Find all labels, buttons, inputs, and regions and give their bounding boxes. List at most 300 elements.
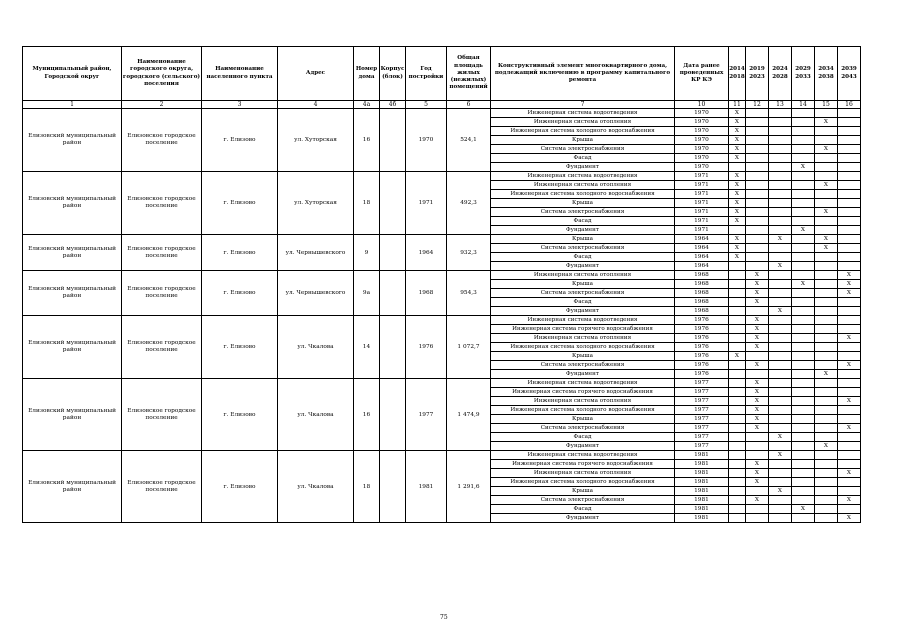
period-mark-cell: X — [769, 487, 792, 496]
element-name-cell: Крыша — [491, 415, 675, 424]
period-mark-cell: X — [815, 244, 838, 253]
period-mark-cell — [815, 514, 838, 523]
period-mark-cell — [815, 226, 838, 235]
period-mark-cell — [792, 262, 815, 271]
period-mark-cell — [769, 316, 792, 325]
period-mark-cell — [792, 316, 815, 325]
address-cell: ул. Чкалова — [278, 316, 354, 379]
previous-repair-date-cell: 1976 — [675, 343, 729, 352]
period-mark-cell — [815, 199, 838, 208]
column-number: 1 — [23, 101, 122, 109]
element-name-cell: Инженерная система горячего водоснабжения — [491, 460, 675, 469]
period-mark-cell — [838, 406, 861, 415]
column-header: Дата ранее проведенных КР КЭ — [675, 47, 729, 101]
period-mark-cell — [838, 352, 861, 361]
period-mark-cell — [792, 190, 815, 199]
period-mark-cell — [815, 460, 838, 469]
period-mark-cell — [769, 496, 792, 505]
period-mark-cell — [838, 163, 861, 172]
element-name-cell: Система электроснабжения — [491, 289, 675, 298]
element-name-cell: Инженерная система отопления — [491, 334, 675, 343]
element-name-cell: Инженерная система горячего водоснабжения — [491, 325, 675, 334]
period-mark-cell — [746, 442, 769, 451]
table-row — [23, 316, 861, 325]
column-number: 11 — [729, 101, 746, 109]
previous-repair-date-cell: 1977 — [675, 388, 729, 397]
element-name-cell: Фундамент — [491, 370, 675, 379]
period-mark-cell — [769, 361, 792, 370]
locality-cell: г. Елизово — [202, 316, 278, 379]
column-header: Год постройки — [406, 47, 447, 101]
previous-repair-date-cell: 1970 — [675, 163, 729, 172]
period-mark-cell — [769, 190, 792, 199]
period-mark-cell — [815, 451, 838, 460]
previous-repair-date-cell: 1976 — [675, 370, 729, 379]
period-mark-cell — [838, 388, 861, 397]
period-mark-cell — [815, 325, 838, 334]
period-mark-cell: X — [729, 181, 746, 190]
address-cell: ул. Чкалова — [278, 379, 354, 451]
element-name-cell: Крыша — [491, 136, 675, 145]
period-mark-cell — [729, 514, 746, 523]
period-mark-cell — [769, 469, 792, 478]
period-mark-cell — [815, 307, 838, 316]
previous-repair-date-cell: 1970 — [675, 118, 729, 127]
period-mark-cell — [838, 244, 861, 253]
previous-repair-date-cell: 1971 — [675, 190, 729, 199]
period-mark-cell — [729, 343, 746, 352]
period-mark-cell — [838, 316, 861, 325]
period-mark-cell — [769, 343, 792, 352]
house-number-cell: 9 — [354, 235, 380, 271]
period-mark-cell — [815, 379, 838, 388]
period-mark-cell: X — [746, 289, 769, 298]
table-row — [23, 271, 861, 280]
area-cell: 954,3 — [447, 271, 491, 316]
element-name-cell: Фасад — [491, 253, 675, 262]
period-mark-cell — [746, 181, 769, 190]
period-mark-cell — [838, 307, 861, 316]
period-mark-cell — [838, 370, 861, 379]
period-mark-cell — [746, 109, 769, 118]
previous-repair-date-cell: 1981 — [675, 460, 729, 469]
period-mark-cell — [746, 172, 769, 181]
period-mark-cell: X — [769, 451, 792, 460]
column-header: Наименование городского округа, городского (сельского) поселения — [122, 47, 202, 101]
period-mark-cell: X — [815, 442, 838, 451]
period-mark-cell — [746, 433, 769, 442]
period-mark-cell — [729, 406, 746, 415]
period-mark-cell — [838, 217, 861, 226]
previous-repair-date-cell: 1970 — [675, 145, 729, 154]
period-mark-cell — [729, 505, 746, 514]
period-mark-cell — [729, 361, 746, 370]
period-mark-cell — [815, 190, 838, 199]
period-mark-cell — [729, 334, 746, 343]
element-name-cell: Фундамент — [491, 226, 675, 235]
previous-repair-date-cell: 1970 — [675, 127, 729, 136]
block-cell — [380, 451, 406, 523]
build-year-cell: 1968 — [406, 271, 447, 316]
element-name-cell: Инженерная система отопления — [491, 397, 675, 406]
period-mark-cell: X — [746, 424, 769, 433]
period-mark-cell — [815, 217, 838, 226]
period-mark-cell — [792, 271, 815, 280]
district-cell: Елизовский муниципальный район — [23, 271, 122, 316]
period-mark-cell — [838, 451, 861, 460]
build-year-cell: 1970 — [406, 109, 447, 172]
column-number: 4 — [278, 101, 354, 109]
period-mark-cell — [769, 505, 792, 514]
period-mark-cell — [792, 109, 815, 118]
period-mark-cell — [838, 433, 861, 442]
period-mark-cell — [815, 505, 838, 514]
period-mark-cell — [815, 406, 838, 415]
period-mark-cell — [769, 334, 792, 343]
period-mark-cell — [746, 370, 769, 379]
column-number: 5 — [406, 101, 447, 109]
period-mark-cell — [729, 433, 746, 442]
period-mark-cell — [769, 109, 792, 118]
period-mark-cell: X — [746, 379, 769, 388]
period-mark-cell: X — [815, 145, 838, 154]
element-name-cell: Инженерная система отопления — [491, 271, 675, 280]
element-name-cell: Фундамент — [491, 514, 675, 523]
period-mark-cell — [729, 226, 746, 235]
period-mark-cell — [769, 370, 792, 379]
period-mark-cell — [838, 199, 861, 208]
element-name-cell: Фасад — [491, 298, 675, 307]
period-mark-cell — [746, 244, 769, 253]
period-mark-cell — [746, 262, 769, 271]
previous-repair-date-cell: 1981 — [675, 514, 729, 523]
period-mark-cell — [746, 208, 769, 217]
element-name-cell: Система электроснабжения — [491, 244, 675, 253]
period-mark-cell — [746, 190, 769, 199]
area-cell: 1 474,9 — [447, 379, 491, 451]
period-mark-cell — [792, 379, 815, 388]
column-number: 4а — [354, 101, 380, 109]
column-header: Адрес — [278, 47, 354, 101]
period-mark-cell — [792, 352, 815, 361]
period-mark-cell — [746, 118, 769, 127]
house-number-cell: 16 — [354, 109, 380, 172]
block-cell — [380, 109, 406, 172]
area-cell: 1 072,7 — [447, 316, 491, 379]
district-cell: Елизовский муниципальный район — [23, 109, 122, 172]
period-mark-cell — [815, 289, 838, 298]
block-cell — [380, 172, 406, 235]
settlement-cell: Елизовское городское поселение — [122, 109, 202, 172]
period-mark-cell: X — [838, 361, 861, 370]
period-mark-cell — [838, 343, 861, 352]
build-year-cell: 1976 — [406, 316, 447, 379]
build-year-cell: 1971 — [406, 172, 447, 235]
column-number: 4б — [380, 101, 406, 109]
element-name-cell: Инженерная система отопления — [491, 118, 675, 127]
period-mark-cell: X — [729, 154, 746, 163]
element-name-cell: Фундамент — [491, 307, 675, 316]
column-header: 2034 2038 — [815, 47, 838, 101]
period-mark-cell — [815, 262, 838, 271]
element-name-cell: Крыша — [491, 199, 675, 208]
period-mark-cell — [815, 253, 838, 262]
period-mark-cell — [792, 172, 815, 181]
table-row — [23, 109, 861, 118]
locality-cell: г. Елизово — [202, 451, 278, 523]
previous-repair-date-cell: 1964 — [675, 235, 729, 244]
period-mark-cell — [815, 496, 838, 505]
period-mark-cell — [815, 487, 838, 496]
previous-repair-date-cell: 1971 — [675, 226, 729, 235]
period-mark-cell — [729, 325, 746, 334]
period-mark-cell — [769, 289, 792, 298]
previous-repair-date-cell: 1981 — [675, 469, 729, 478]
period-mark-cell — [792, 388, 815, 397]
period-mark-cell: X — [746, 325, 769, 334]
period-mark-cell: X — [746, 496, 769, 505]
period-mark-cell: X — [769, 307, 792, 316]
period-mark-cell — [769, 325, 792, 334]
settlement-cell: Елизовское городское поселение — [122, 379, 202, 451]
period-mark-cell: X — [792, 280, 815, 289]
previous-repair-date-cell: 1971 — [675, 172, 729, 181]
period-mark-cell — [746, 307, 769, 316]
period-mark-cell — [746, 145, 769, 154]
period-mark-cell — [838, 262, 861, 271]
period-mark-cell — [729, 379, 746, 388]
period-mark-cell: X — [746, 460, 769, 469]
element-name-cell: Инженерная система холодного водоснабжения — [491, 343, 675, 352]
period-mark-cell: X — [815, 208, 838, 217]
previous-repair-date-cell: 1971 — [675, 208, 729, 217]
period-mark-cell: X — [746, 388, 769, 397]
previous-repair-date-cell: 1977 — [675, 379, 729, 388]
period-mark-cell — [792, 478, 815, 487]
period-mark-cell: X — [838, 289, 861, 298]
period-mark-cell — [769, 118, 792, 127]
period-mark-cell: X — [838, 334, 861, 343]
block-cell — [380, 379, 406, 451]
period-mark-cell — [729, 451, 746, 460]
previous-repair-date-cell: 1968 — [675, 289, 729, 298]
element-name-cell: Система электроснабжения — [491, 208, 675, 217]
period-mark-cell: X — [729, 217, 746, 226]
period-mark-cell: X — [746, 406, 769, 415]
period-mark-cell: X — [729, 190, 746, 199]
previous-repair-date-cell: 1977 — [675, 415, 729, 424]
column-header: Корпус (блок) — [380, 47, 406, 101]
settlement-cell: Елизовское городское поселение — [122, 271, 202, 316]
period-mark-cell — [838, 172, 861, 181]
period-mark-cell — [815, 361, 838, 370]
period-mark-cell — [769, 442, 792, 451]
element-name-cell: Крыша — [491, 487, 675, 496]
period-mark-cell — [769, 163, 792, 172]
period-mark-cell — [769, 298, 792, 307]
element-name-cell: Инженерная система холодного водоснабжения — [491, 478, 675, 487]
area-cell: 524,1 — [447, 109, 491, 172]
period-mark-cell — [769, 244, 792, 253]
period-mark-cell — [815, 343, 838, 352]
period-mark-cell — [746, 253, 769, 262]
period-mark-cell — [729, 424, 746, 433]
period-mark-cell — [838, 235, 861, 244]
period-mark-cell — [792, 334, 815, 343]
area-cell: 932,3 — [447, 235, 491, 271]
period-mark-cell — [746, 352, 769, 361]
period-mark-cell — [838, 460, 861, 469]
locality-cell: г. Елизово — [202, 379, 278, 451]
column-number: 7 — [491, 101, 675, 109]
period-mark-cell: X — [729, 253, 746, 262]
address-cell: ул. Чкалова — [278, 451, 354, 523]
period-mark-cell — [792, 307, 815, 316]
address-cell: ул. Чернышевского — [278, 235, 354, 271]
previous-repair-date-cell: 1981 — [675, 505, 729, 514]
previous-repair-date-cell: 1976 — [675, 334, 729, 343]
period-mark-cell — [838, 325, 861, 334]
period-mark-cell — [769, 172, 792, 181]
column-header: Наименование населенного пункта — [202, 47, 278, 101]
period-mark-cell: X — [729, 199, 746, 208]
period-mark-cell: X — [769, 262, 792, 271]
previous-repair-date-cell: 1977 — [675, 406, 729, 415]
house-number-cell: 14 — [354, 316, 380, 379]
period-mark-cell — [729, 163, 746, 172]
element-name-cell: Система электроснабжения — [491, 361, 675, 370]
element-name-cell: Фасад — [491, 217, 675, 226]
period-mark-cell — [792, 451, 815, 460]
area-cell: 492,3 — [447, 172, 491, 235]
period-mark-cell — [838, 136, 861, 145]
period-mark-cell — [792, 406, 815, 415]
element-name-cell: Крыша — [491, 280, 675, 289]
period-mark-cell — [746, 226, 769, 235]
previous-repair-date-cell: 1968 — [675, 307, 729, 316]
period-mark-cell: X — [729, 118, 746, 127]
period-mark-cell: X — [729, 244, 746, 253]
build-year-cell: 1964 — [406, 235, 447, 271]
period-mark-cell — [792, 235, 815, 244]
previous-repair-date-cell: 1977 — [675, 424, 729, 433]
period-mark-cell: X — [769, 235, 792, 244]
previous-repair-date-cell: 1981 — [675, 487, 729, 496]
period-mark-cell: X — [746, 343, 769, 352]
period-mark-cell — [792, 424, 815, 433]
element-name-cell: Инженерная система водоотведения — [491, 316, 675, 325]
period-mark-cell — [792, 433, 815, 442]
period-mark-cell: X — [729, 109, 746, 118]
settlement-cell: Елизовское городское поселение — [122, 451, 202, 523]
period-mark-cell — [838, 487, 861, 496]
period-mark-cell: X — [746, 478, 769, 487]
period-mark-cell: X — [746, 316, 769, 325]
block-cell — [380, 235, 406, 271]
period-mark-cell — [815, 271, 838, 280]
column-number: 16 — [838, 101, 861, 109]
period-mark-cell — [769, 271, 792, 280]
locality-cell: г. Елизово — [202, 235, 278, 271]
previous-repair-date-cell: 1970 — [675, 109, 729, 118]
period-mark-cell: X — [729, 235, 746, 244]
area-cell: 1 291,6 — [447, 451, 491, 523]
element-name-cell: Система электроснабжения — [491, 424, 675, 433]
district-cell: Елизовский муниципальный район — [23, 379, 122, 451]
period-mark-cell — [769, 406, 792, 415]
period-mark-cell — [792, 217, 815, 226]
previous-repair-date-cell: 1968 — [675, 271, 729, 280]
column-number: 2 — [122, 101, 202, 109]
period-mark-cell — [838, 181, 861, 190]
period-mark-cell — [729, 487, 746, 496]
period-mark-cell: X — [838, 514, 861, 523]
period-mark-cell — [769, 145, 792, 154]
period-mark-cell — [746, 127, 769, 136]
period-mark-cell — [729, 271, 746, 280]
column-header: Конструктивный элемент многоквартирного дома, подлежащий включению в программу капитального ремонта — [491, 47, 675, 101]
element-name-cell: Фасад — [491, 154, 675, 163]
period-mark-cell: X — [815, 181, 838, 190]
period-mark-cell — [769, 460, 792, 469]
period-mark-cell: X — [746, 271, 769, 280]
period-mark-cell: X — [838, 469, 861, 478]
period-mark-cell — [729, 370, 746, 379]
column-number: 14 — [792, 101, 815, 109]
address-cell: ул. Хуторская — [278, 109, 354, 172]
period-mark-cell — [746, 235, 769, 244]
period-mark-cell — [729, 388, 746, 397]
period-mark-cell — [746, 487, 769, 496]
period-mark-cell: X — [838, 397, 861, 406]
build-year-cell: 1981 — [406, 451, 447, 523]
period-mark-cell — [792, 181, 815, 190]
settlement-cell: Елизовское городское поселение — [122, 235, 202, 271]
period-mark-cell: X — [838, 424, 861, 433]
period-mark-cell — [815, 298, 838, 307]
period-mark-cell: X — [746, 334, 769, 343]
period-mark-cell: X — [746, 361, 769, 370]
previous-repair-date-cell: 1971 — [675, 217, 729, 226]
element-name-cell: Инженерная система водоотведения — [491, 172, 675, 181]
previous-repair-date-cell: 1977 — [675, 397, 729, 406]
element-name-cell: Фундамент — [491, 442, 675, 451]
period-mark-cell — [746, 451, 769, 460]
period-mark-cell — [729, 316, 746, 325]
table-body — [23, 109, 861, 523]
period-mark-cell — [815, 172, 838, 181]
period-mark-cell — [729, 280, 746, 289]
period-mark-cell — [769, 397, 792, 406]
table-row — [23, 235, 861, 244]
element-name-cell: Инженерная система холодного водоснабжения — [491, 127, 675, 136]
block-cell — [380, 271, 406, 316]
period-mark-cell — [729, 469, 746, 478]
period-mark-cell: X — [729, 127, 746, 136]
district-cell: Елизовский муниципальный район — [23, 316, 122, 379]
settlement-cell: Елизовское городское поселение — [122, 316, 202, 379]
period-mark-cell — [746, 217, 769, 226]
period-mark-cell: X — [729, 352, 746, 361]
column-header: Общая площадь жилых (нежилых) помещений — [447, 47, 491, 101]
capital-repair-table-container — [22, 46, 861, 523]
period-mark-cell — [729, 307, 746, 316]
address-cell: ул. Хуторская — [278, 172, 354, 235]
period-mark-cell — [792, 361, 815, 370]
period-mark-cell — [815, 316, 838, 325]
previous-repair-date-cell: 1981 — [675, 451, 729, 460]
period-mark-cell: X — [729, 145, 746, 154]
